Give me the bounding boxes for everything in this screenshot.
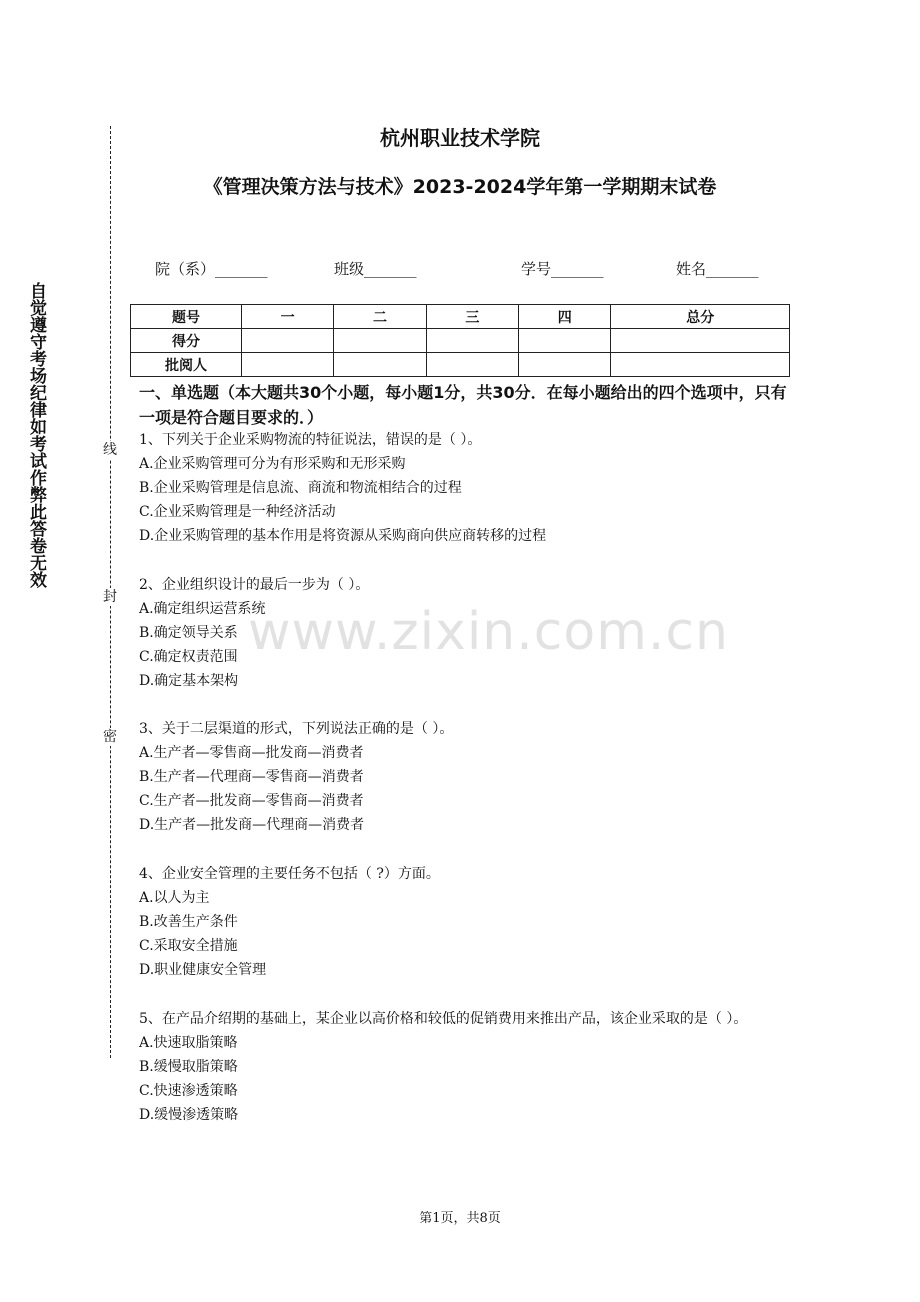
option-d: D.缓慢渗透策略	[139, 1107, 239, 1123]
school-name: 杭州职业技术学院	[380, 126, 540, 150]
question-stem: 5、在产品介绍期的基础上，某企业以高价格和较低的促销费用来推出产品，该企业采取的是（ ）。	[139, 1011, 748, 1027]
reviewer-cell[interactable]	[519, 353, 611, 377]
option-c: C.快速渗透策略	[139, 1083, 238, 1099]
question-stem: 4、企业安全管理的主要任务不包括（ ?）方面。	[139, 866, 440, 882]
score-table-header	[131, 305, 790, 329]
question-3	[139, 717, 789, 837]
question-stem: 2、企业组织设计的最后一步为（ ）。	[139, 577, 370, 593]
reviewer-cell[interactable]	[334, 353, 426, 377]
header-cell: 一	[242, 305, 334, 329]
question-5	[139, 1007, 789, 1127]
exam-title: 《管理决策方法与技术》2023-2024学年第一学期期末试卷	[203, 176, 717, 198]
reviewer-row	[131, 353, 790, 377]
score-row	[131, 329, 790, 353]
header-cell: 题号	[131, 305, 242, 329]
option-a: A.企业采购管理可分为有形采购和无形采购	[139, 456, 406, 472]
reviewer-cell[interactable]	[611, 353, 790, 377]
option-a: A.快速取脂策略	[139, 1035, 238, 1051]
seal-mark-line: 线	[103, 442, 117, 458]
score-cell[interactable]	[242, 329, 334, 353]
row-label: 批阅人	[131, 353, 242, 377]
seal-mark-seal: 封	[103, 589, 117, 605]
option-a: A.确定组织运营系统	[139, 601, 266, 617]
score-cell[interactable]	[519, 329, 611, 353]
seal-mark-secret: 密	[103, 729, 117, 745]
option-d: D.生产者—批发商—代理商—消费者	[139, 817, 365, 833]
option-d: D.确定基本架构	[139, 673, 239, 689]
info-department: 院（系）_______	[155, 260, 268, 278]
info-name: 姓名_______	[676, 260, 759, 278]
option-d: D.职业健康安全管理	[139, 962, 267, 978]
reviewer-cell[interactable]	[426, 353, 518, 377]
header-cell: 总分	[611, 305, 790, 329]
score-cell[interactable]	[611, 329, 790, 353]
option-c: C.采取安全措施	[139, 938, 238, 954]
question-stem: 1、下列关于企业采购物流的特征说法，错误的是（ ）。	[139, 432, 482, 448]
option-d: D.企业采购管理的基本作用是将资源从采购商向供应商转移的过程	[139, 528, 547, 544]
header-cell: 三	[426, 305, 518, 329]
header-cell: 四	[519, 305, 611, 329]
option-b: B.缓慢取脂策略	[139, 1059, 238, 1075]
question-stem: 3、关于二层渠道的形式，下列说法正确的是（ ）。	[139, 721, 454, 737]
reviewer-cell[interactable]	[242, 353, 334, 377]
score-table	[130, 304, 790, 377]
page-footer: 第1页，共8页	[419, 1211, 501, 1226]
option-a: A.生产者—零售商—批发商—消费者	[139, 745, 364, 761]
question-1	[139, 428, 789, 548]
exam-discipline-note: 自觉遵守考场纪律如考试作弊此答卷无效	[26, 282, 46, 588]
option-a: A.以人为主	[139, 890, 210, 906]
score-cell[interactable]	[334, 329, 426, 353]
section-heading: 一、单选题（本大题共30个小题，每小题1分，共30分．在每小题给出的四个选项中，只有一项是符合题目要求的．）	[139, 383, 787, 427]
score-cell[interactable]	[426, 329, 518, 353]
option-b: B.生产者—代理商—零售商—消费者	[139, 769, 364, 785]
question-4	[139, 862, 789, 982]
option-b: B.确定领导关系	[139, 625, 238, 641]
info-student-id: 学号_______	[521, 260, 604, 278]
option-b: B.改善生产条件	[139, 914, 238, 930]
header-cell: 二	[334, 305, 426, 329]
option-c: C.企业采购管理是一种经济活动	[139, 504, 336, 520]
option-c: C.生产者—批发商—零售商—消费者	[139, 793, 364, 809]
row-label: 得分	[131, 329, 242, 353]
option-c: C.确定权责范围	[139, 649, 238, 665]
info-class: 班级_______	[334, 260, 417, 278]
option-b: B.企业采购管理是信息流、商流和物流相结合的过程	[139, 480, 462, 496]
watermark: www.zixin.com.cn	[248, 602, 729, 662]
